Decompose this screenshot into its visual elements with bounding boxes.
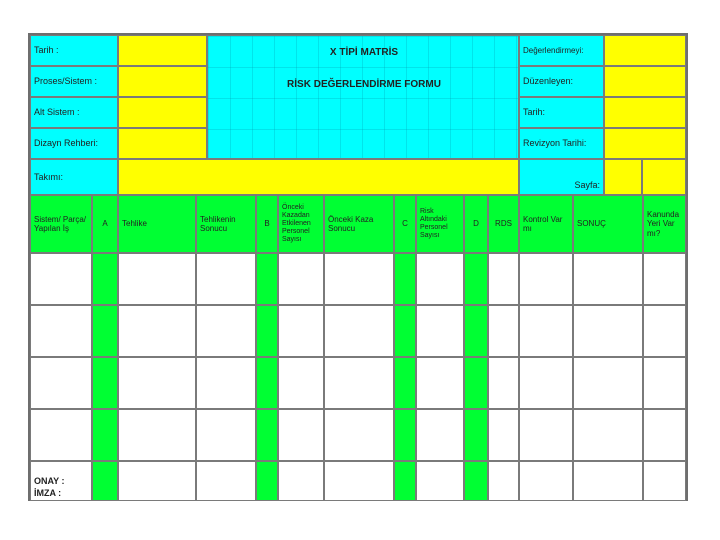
col-header-onceki-kaza-sonucu: Önceki Kaza Sonucu xyxy=(324,195,394,253)
table-cell[interactable] xyxy=(256,305,278,357)
table-cell[interactable] xyxy=(30,357,92,409)
field-takimi[interactable] xyxy=(118,159,519,195)
label-tarih: Tarih : xyxy=(30,35,118,66)
table-cell[interactable] xyxy=(643,357,686,409)
label-degerlendirmeyi: Değerlendirmeyi: xyxy=(519,35,604,66)
table-cell[interactable] xyxy=(394,409,416,461)
table-cell[interactable] xyxy=(394,305,416,357)
label-duzenleyen: Düzenleyen: xyxy=(519,66,604,97)
table-cell[interactable] xyxy=(118,305,196,357)
field-sayfa-1[interactable] xyxy=(604,159,642,195)
label-dizayn-rehberi: Dizayn Rehberi: xyxy=(30,128,118,159)
table-cell[interactable] xyxy=(256,409,278,461)
table-cell[interactable] xyxy=(324,357,394,409)
table-cell[interactable] xyxy=(416,409,464,461)
table-cell[interactable] xyxy=(30,253,92,305)
table-cell[interactable] xyxy=(256,253,278,305)
table-cell[interactable] xyxy=(643,253,686,305)
footer-cell[interactable] xyxy=(118,461,196,501)
table-cell[interactable] xyxy=(488,409,519,461)
table-cell[interactable] xyxy=(519,305,573,357)
field-proses-sistem[interactable] xyxy=(118,66,207,97)
table-cell[interactable] xyxy=(573,253,643,305)
col-header-a: A xyxy=(92,195,118,253)
col-header-d: D xyxy=(464,195,488,253)
table-cell[interactable] xyxy=(488,253,519,305)
label-sayfa: Sayfa: xyxy=(574,179,600,190)
table-cell[interactable] xyxy=(416,357,464,409)
table-cell[interactable] xyxy=(30,409,92,461)
table-cell[interactable] xyxy=(416,305,464,357)
field-degerlendirmeyi[interactable] xyxy=(604,35,686,66)
field-duzenleyen[interactable] xyxy=(604,66,686,97)
field-sayfa-2[interactable] xyxy=(642,159,686,195)
field-tarih[interactable] xyxy=(118,35,207,66)
table-cell[interactable] xyxy=(464,357,488,409)
field-alt-sistem[interactable] xyxy=(118,97,207,128)
table-cell[interactable] xyxy=(464,305,488,357)
table-cell[interactable] xyxy=(324,409,394,461)
col-header-kontrol: Kontrol Var mı xyxy=(519,195,573,253)
table-cell[interactable] xyxy=(573,409,643,461)
field-tarih-right[interactable] xyxy=(604,97,686,128)
col-header-sonuc: SONUÇ xyxy=(573,195,643,253)
footer-cell[interactable] xyxy=(464,461,488,501)
table-cell[interactable] xyxy=(464,253,488,305)
footer-cell[interactable] xyxy=(416,461,464,501)
label-alt-sistem: Alt Sistem : xyxy=(30,97,118,128)
table-cell[interactable] xyxy=(643,409,686,461)
label-imza: İMZA : xyxy=(34,488,62,498)
table-cell[interactable] xyxy=(278,305,324,357)
table-cell[interactable] xyxy=(488,305,519,357)
table-cell[interactable] xyxy=(118,357,196,409)
label-onay: ONAY : xyxy=(34,476,65,486)
col-header-tehlikenin-sonucu: Tehlikenin Sonucu xyxy=(196,195,256,253)
table-cell[interactable] xyxy=(196,253,256,305)
title-block xyxy=(207,35,519,159)
table-cell[interactable] xyxy=(488,357,519,409)
footer-cell[interactable] xyxy=(519,461,573,501)
table-cell[interactable] xyxy=(30,305,92,357)
risk-assessment-form xyxy=(28,33,688,501)
table-cell[interactable] xyxy=(394,357,416,409)
field-revizyon-tarihi[interactable] xyxy=(604,128,686,159)
col-header-sistem: Sistem/ Parça/ Yapılan İş xyxy=(30,195,92,253)
col-header-b: B xyxy=(256,195,278,253)
footer-cell[interactable] xyxy=(324,461,394,501)
table-cell[interactable] xyxy=(196,357,256,409)
table-cell[interactable] xyxy=(92,305,118,357)
table-cell[interactable] xyxy=(416,253,464,305)
table-cell[interactable] xyxy=(92,357,118,409)
table-cell[interactable] xyxy=(394,253,416,305)
label-tarih-right: Tarih: xyxy=(519,97,604,128)
table-cell[interactable] xyxy=(324,253,394,305)
footer-cell[interactable] xyxy=(256,461,278,501)
footer-cell[interactable] xyxy=(92,461,118,501)
footer-cell[interactable] xyxy=(278,461,324,501)
footer-cell[interactable] xyxy=(488,461,519,501)
col-header-kanunda: Kanunda Yeri Var mı? xyxy=(643,195,686,253)
footer-cell[interactable] xyxy=(196,461,256,501)
label-revizyon-tarihi: Revizyon Tarihi: xyxy=(519,128,604,159)
table-cell[interactable] xyxy=(573,305,643,357)
table-cell[interactable] xyxy=(92,409,118,461)
label-proses-sistem: Proses/Sistem : xyxy=(30,66,118,97)
table-cell[interactable] xyxy=(196,409,256,461)
table-cell[interactable] xyxy=(196,305,256,357)
col-header-tehlike: Tehlike xyxy=(118,195,196,253)
title-line-1: X TİPİ MATRİS xyxy=(329,47,399,59)
table-cell[interactable] xyxy=(519,357,573,409)
table-cell[interactable] xyxy=(519,253,573,305)
col-header-onceki-kaza-personel: Önceki Kazadan Etkilenen Personel Sayısı xyxy=(278,195,324,253)
table-cell[interactable] xyxy=(92,253,118,305)
col-header-rds: RDS xyxy=(488,195,519,253)
table-cell[interactable] xyxy=(278,253,324,305)
field-dizayn-rehberi[interactable] xyxy=(118,128,207,159)
label-takimi: Takımı: xyxy=(30,159,118,195)
table-cell[interactable] xyxy=(256,357,278,409)
table-cell[interactable] xyxy=(118,409,196,461)
footer-cell[interactable] xyxy=(643,461,686,501)
col-header-risk-altindaki-personel: Risk Altındaki Personel Sayısı xyxy=(416,195,464,253)
table-cell[interactable] xyxy=(118,253,196,305)
table-cell[interactable] xyxy=(643,305,686,357)
table-cell[interactable] xyxy=(573,357,643,409)
footer-cell[interactable] xyxy=(394,461,416,501)
footer-cell[interactable] xyxy=(573,461,643,501)
col-header-c: C xyxy=(394,195,416,253)
table-cell[interactable] xyxy=(278,409,324,461)
sayfa-cell xyxy=(519,159,604,195)
table-cell[interactable] xyxy=(278,357,324,409)
table-cell[interactable] xyxy=(519,409,573,461)
title-line-2: RİSK DEĞERLENDİRME FORMU xyxy=(287,79,441,91)
table-cell[interactable] xyxy=(324,305,394,357)
footer-approval-cell xyxy=(30,461,92,501)
table-cell[interactable] xyxy=(464,409,488,461)
